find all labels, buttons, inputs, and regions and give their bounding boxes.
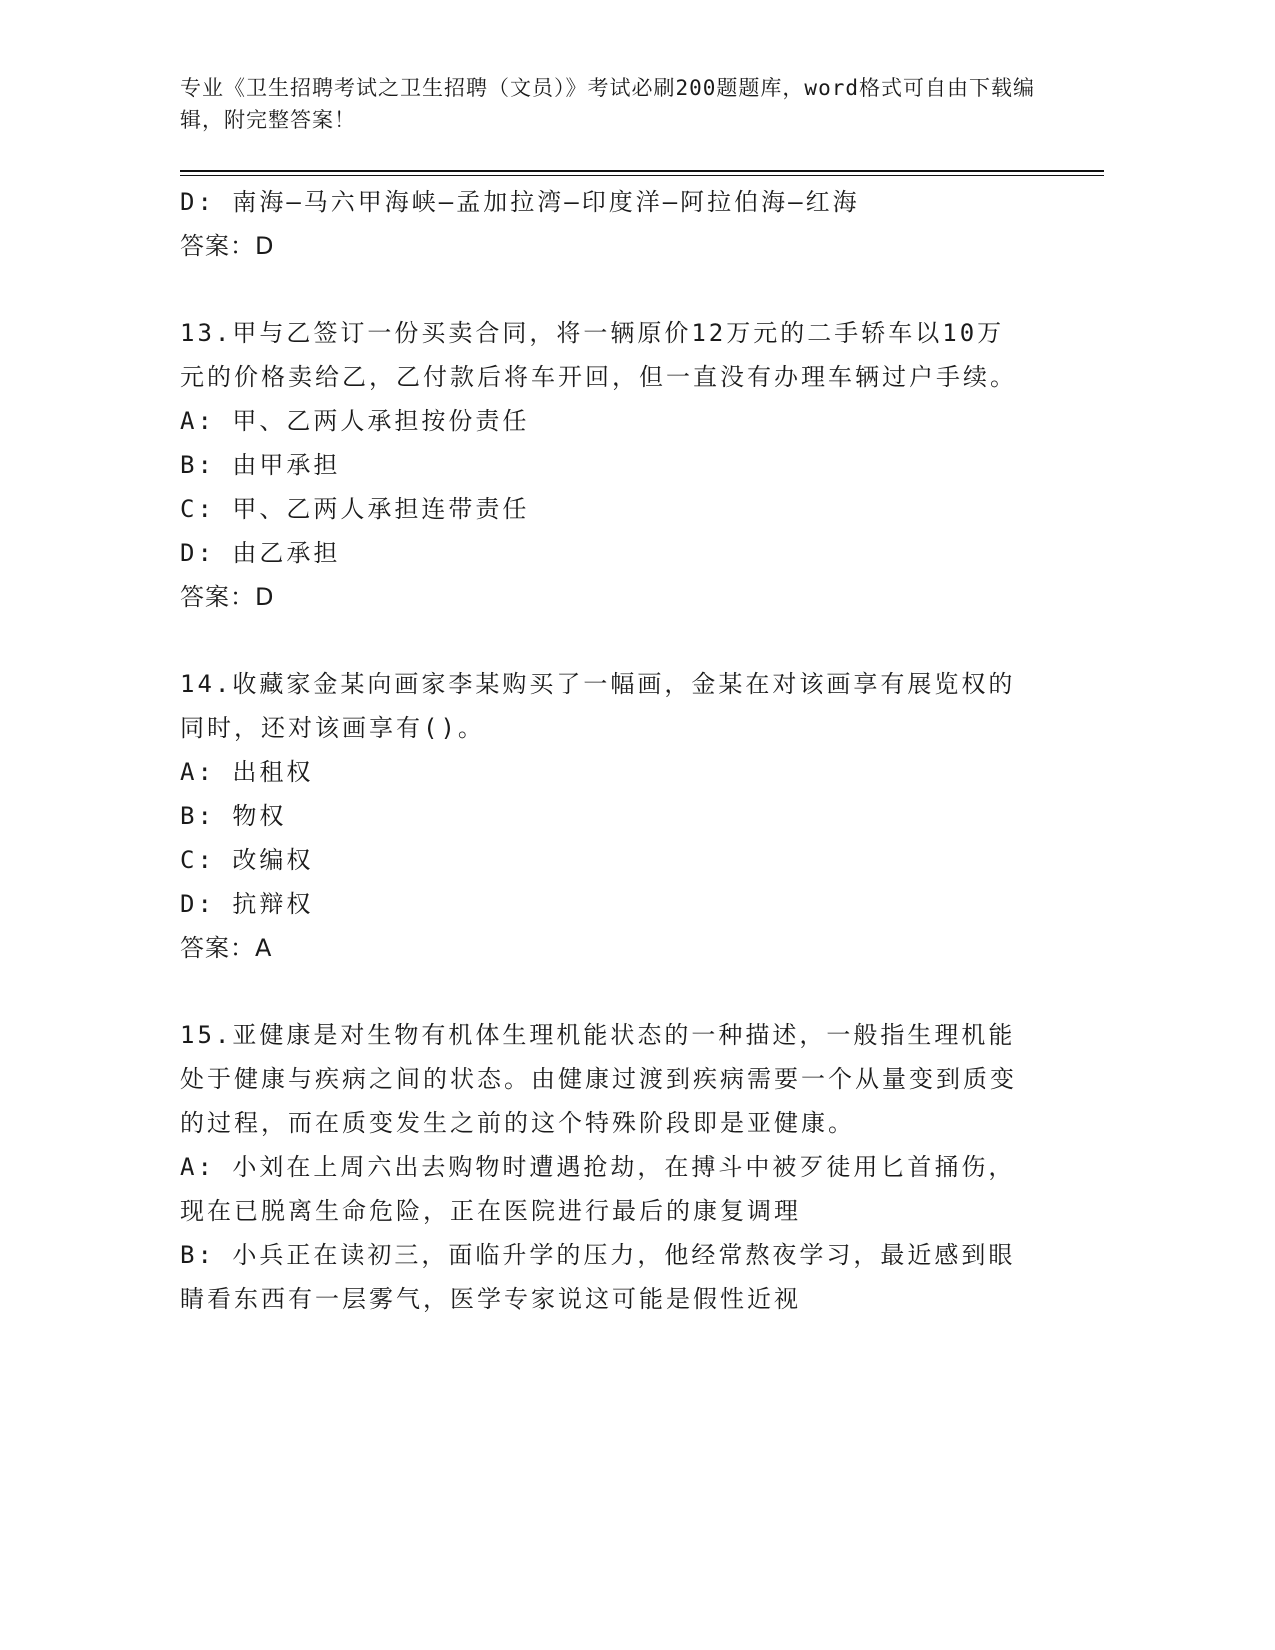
option-a: A: 小刘在上周六出去购物时遭遇抢劫，在搏斗中被歹徒用匕首捅伤，现在已脱离生命危险，正在医院进行最后的康复调理 <box>180 1153 1016 1225</box>
option-c: C: 甲、乙两人承担连带责任 <box>180 495 530 523</box>
spacer <box>180 619 1030 662</box>
question-14 <box>180 662 1030 970</box>
answer: 答案：D <box>180 232 275 260</box>
question-stem: 13.甲与乙签订一份买卖合同，将一辆原价12万元的二手轿车以10万元的价格卖给乙，乙付款后将车开回，但一直没有办理车辆过户手续。 <box>180 319 1017 391</box>
question-13 <box>180 311 1030 619</box>
answer: 答案：D <box>180 583 275 611</box>
question-stem: 14.收藏家金某向画家李某购买了一幅画，金某在对该画享有展览权的同时，还对该画享有()。 <box>180 670 1016 742</box>
option-b: B: 小兵正在读初三，面临升学的压力，他经常熬夜学习，最近感到眼睛看东西有一层雾气，医学专家说这可能是假性近视 <box>180 1241 1016 1313</box>
question-stem: 15.亚健康是对生物有机体生理机能状态的一种描述，一般指生理机能处于健康与疾病之间的状态。由健康过渡到疾病需要一个从量变到质变的过程，而在质变发生之前的这个特殊阶段即是亚健康。 <box>180 1021 1017 1137</box>
spacer <box>180 970 1030 1013</box>
option-b: B: 物权 <box>180 802 287 830</box>
option-a: A: 出租权 <box>180 758 314 786</box>
document-body <box>180 180 1030 1321</box>
option-a: A: 甲、乙两人承担按份责任 <box>180 407 530 435</box>
option-d: D: 由乙承担 <box>180 539 341 567</box>
header-text: 专业《卫生招聘考试之卫生招聘（文员）》考试必刷200题题库，word格式可自由下载编辑，附完整答案！ <box>180 76 1035 132</box>
option-b: B: 由甲承担 <box>180 451 341 479</box>
option-d: D: 抗辩权 <box>180 890 314 918</box>
spacer <box>180 268 1030 311</box>
question-12-tail <box>180 180 1030 268</box>
header-rule-thick <box>180 170 1104 172</box>
option-c: C: 改编权 <box>180 846 314 874</box>
document-header <box>180 72 1040 136</box>
answer: 答案：A <box>180 934 273 962</box>
option-d: D: 南海—马六甲海峡—孟加拉湾—印度洋—阿拉伯海—红海 <box>180 188 860 216</box>
header-rule-thin <box>180 175 1104 176</box>
question-15 <box>180 1013 1030 1321</box>
